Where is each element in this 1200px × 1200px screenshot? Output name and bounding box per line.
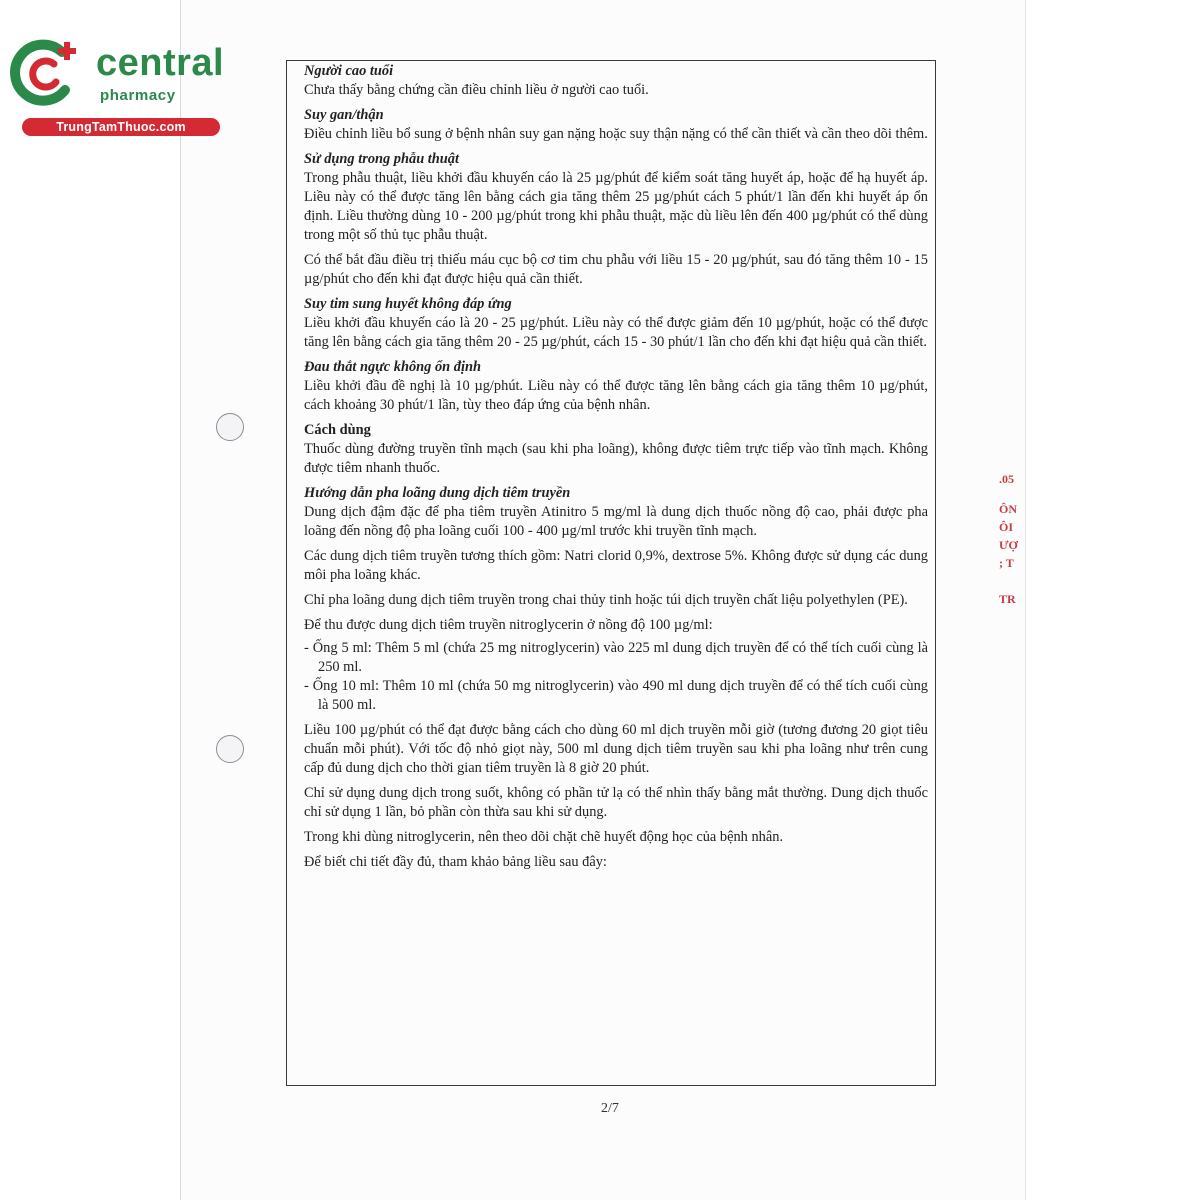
section-heading: Cách dùng — [304, 422, 371, 438]
paragraph: Để biết chi tiết đầy đủ, tham khảo bảng liều sau đây: — [304, 854, 607, 870]
paragraph: Trong phẫu thuật, liều khởi đầu khuyến cáo là 25 µg/phút để kiểm soát tăng huyết áp, hoặc để hạ huyết áp. Liều này có thể được tăng lên bằng cách gia tăng thêm 25 µg/phút cách 5 phút/1 lần đến khi huyết áp ổn định. Liều thường dùng 10 - 200 µg/phút trong khi phẫu thuật, mặc dù liều lên đến 400 µg/phút có thể dùng trong một số thủ tục phẫu thuật. — [304, 170, 928, 243]
section-heading: Suy gan/thận — [304, 107, 384, 123]
paragraph: Chỉ sử dụng dung dịch trong suốt, không có phần tử lạ có thể nhìn thấy bằng mắt thường. Dung dịch thuốc chỉ sử dụng 1 lần, bỏ phần còn thừa sau khi sử dụng. — [304, 785, 928, 820]
punch-hole — [216, 413, 244, 441]
list-item: - Ống 5 ml: Thêm 5 ml (chứa 25 mg nitroglycerin) vào 225 ml dung dịch truyền để có thể tích cuối cùng là 250 ml. — [304, 640, 928, 675]
list-item: - Ống 10 ml: Thêm 10 ml (chứa 50 mg nitroglycerin) vào 490 ml dung dịch truyền để có thể tích cuối cùng là 500 ml. — [304, 678, 928, 713]
section-heading: Hướng dẫn pha loãng dung dịch tiêm truyền — [304, 485, 571, 501]
paragraph: Dung dịch đậm đặc để pha tiêm truyền Atinitro 5 mg/ml là dung dịch thuốc nồng độ cao, phải được pha loãng đến nồng độ pha loãng cuối 100 - 400 µg/ml trước khi truyền tĩnh mạch. — [304, 504, 928, 539]
stamp-text: ÔI — [999, 520, 1014, 534]
paragraph: Có thể bắt đầu điều trị thiếu máu cục bộ cơ tim chu phẫu với liều 15 - 20 µg/phút, sau đó tăng thêm 10 - 15 µg/phút cho đến khi đạt được hiệu quả cần thiết. — [304, 252, 928, 287]
logo-c-cross-icon — [10, 38, 80, 108]
logo-subtitle: pharmacy — [100, 87, 176, 104]
paragraph: Để thu được dung dịch tiêm truyền nitroglycerin ở nồng độ 100 µg/ml: — [304, 617, 713, 633]
central-pharmacy-logo[interactable] — [10, 38, 225, 138]
document-body — [304, 62, 928, 872]
red-stamp-fragment — [996, 465, 1024, 625]
section-heading: Suy tim sung huyết không đáp ứng — [304, 296, 512, 312]
paragraph: Chỉ pha loãng dung dịch tiêm truyền trong chai thủy tinh hoặc túi dịch truyền chất liệu polyethylen (PE). — [304, 592, 908, 608]
section-heading: Sử dụng trong phẫu thuật — [304, 151, 460, 167]
stamp-text: ÔN — [999, 502, 1017, 516]
punch-hole — [216, 735, 244, 763]
paragraph: Thuốc dùng đường truyền tĩnh mạch (sau khi pha loãng), không được tiêm trực tiếp vào tĩnh mạch. Không được tiêm nhanh thuốc. — [304, 441, 928, 476]
paragraph: Chưa thấy bằng chứng cần điều chỉnh liều ở người cao tuổi. — [304, 82, 649, 98]
stamp-text: TR — [999, 592, 1016, 606]
section-heading: Đau thắt ngực không ổn định — [304, 359, 481, 375]
stamp-text: .05 — [999, 472, 1014, 486]
paragraph: Điều chỉnh liều bổ sung ở bệnh nhân suy gan nặng hoặc suy thận nặng có thể cần thiết và cần theo dõi thêm. — [304, 126, 928, 142]
paragraph: Trong khi dùng nitroglycerin, nên theo dõi chặt chẽ huyết động học của bệnh nhân. — [304, 829, 784, 845]
page-number: 2/7 — [601, 1101, 619, 1116]
logo-wordmark: central — [96, 42, 225, 84]
paragraph: Liều 100 µg/phút có thể đạt được bằng cách cho dùng 60 ml dịch truyền mỗi giờ (tương đương 20 giọt tiêu chuẩn mỗi phút). Với tốc độ nhỏ giọt này, 500 ml dung dịch tiêm truyền sau khi pha loãng như trên cung cấp đủ dung dịch cho thời gian tiêm truyền là 8 giờ 20 phút. — [304, 722, 928, 776]
stamp-text: ƯỢ — [999, 538, 1018, 552]
paragraph: Liều khởi đầu khuyến cáo là 20 - 25 µg/phút. Liều này có thể được giảm đến 10 µg/phút, hoặc có thể được tăng lên bằng cách gia tăng thêm 20 - 25 µg/phút, cách 15 - 30 phút/1 lần cho đến khi đạt hiệu quả cần thiết. — [304, 315, 928, 350]
paragraph: Liều khởi đầu đề nghị là 10 µg/phút. Liều này có thể được tăng lên bằng cách gia tăng thêm 10 µg/phút, cách khoảng 30 phút/1 lần, tùy theo đáp ứng của bệnh nhân. — [304, 378, 928, 413]
paragraph: Các dung dịch tiêm truyền tương thích gồm: Natri clorid 0,9%, dextrose 5%. Không được sử dụng các dung môi pha loãng khác. — [304, 548, 928, 583]
logo-url-badge[interactable]: TrungTamThuoc.com — [22, 118, 220, 136]
section-heading: Người cao tuổi — [304, 63, 394, 79]
stamp-text: ; T — [999, 556, 1014, 570]
